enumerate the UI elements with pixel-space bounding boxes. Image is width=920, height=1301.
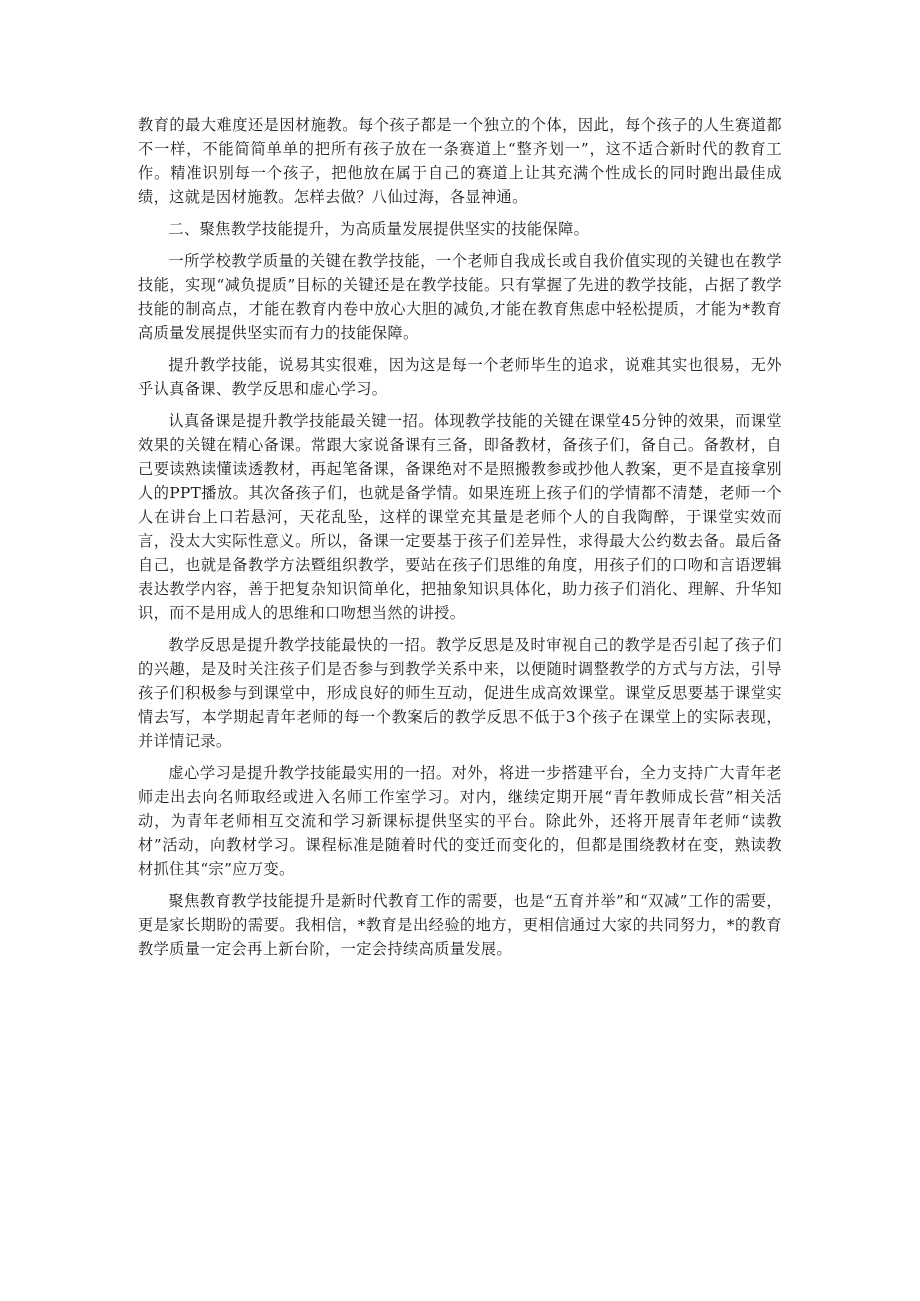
document-body bbox=[138, 113, 782, 969]
paragraph-7: 虚心学习是提升教学技能最实用的一招。对外，将进一步搭建平台，全力支持广大青年老师走出去向名师取经或进入名师工作室学习。对内，继续定期开展“青年教师成长营”相关活动，为青年老师相互交流和学习新课标提供坚实的平台。除此外，还将开展青年老师“读教材”活动，向教材学习。课程标准是随着时代的变迁而变化的，但都是围绕教材在变，熟读教材抓住其“宗”应万变。 bbox=[138, 764, 782, 878]
paragraph-1: 教育的最大难度还是因材施教。每个孩子都是一个独立的个体，因此，每个孩子的人生赛道都不一样，不能简简单单的把所有孩子放在一条赛道上“整齐划一”，这不适合新时代的教育工作。精准识别每一个孩子，把他放在属于自己的赛道上让其充满个性成长的同时跑出最佳成绩，这就是因材施教。怎样去做？八仙过海，各显神通。 bbox=[138, 116, 782, 206]
paragraph-8: 聚焦教育教学技能提升是新时代教育工作的需要，也是“五育并举”和“双减”工作的需要，更是家长期盼的需要。我相信，*教育是出经验的地方，更相信通过大家的共同努力，*的教育教学质量一定会再上新台阶，一定会持续高质量发展。 bbox=[138, 892, 782, 958]
paragraph-3: 一所学校教学质量的关键在教学技能，一个老师自我成长或自我价值实现的关键也在教学技能，实现“减负提质”目标的关键还是在教学技能。只有掌握了先进的教学技能，占据了教学技能的制高点，才能在教育内卷中放心大胆的减负,才能在教育焦虑中轻松提质，才能为*教育高质量发展提供坚实而有力的技能保障。 bbox=[138, 252, 782, 342]
paragraph-6: 教学反思是提升教学技能最快的一招。教学反思是及时审视自己的教学是否引起了孩子们的兴趣，是及时关注孩子们是否参与到教学关系中来，以便随时调整教学的方式与方法，引导孩子们积极参与到课堂中，形成良好的师生互动，促进生成高效课堂。课堂反思要基于课堂实情去写，本学期起青年老师的每一个教案后的教学反思不低于3个孩子在课堂上的实际表现，并详情记录。 bbox=[138, 636, 782, 750]
section-heading-2: 二、聚焦教学技能提升，为高质量发展提供坚实的技能保障。 bbox=[168, 220, 590, 238]
paragraph-4: 提升教学技能，说易其实很难，因为这是每一个老师毕生的追求，说难其实也很易，无外乎认真备课、教学反思和虚心学习。 bbox=[138, 356, 782, 398]
paragraph-5: 认真备课是提升教学技能最关键一招。体现教学技能的关键在课堂45分钟的效果，而课堂效果的关键在精心备课。常跟大家说备课有三备，即备教材，备孩子们，备自己。备教材，自己要读熟读懂读透教材，再起笔备课，备课绝对不是照搬教参或抄他人教案，更不是直接拿别人的PPT播放。其次备孩子们，也就是备学情。如果连班上孩子们的学情都不清楚，老师一个人在讲台上口若悬河，天花乱坠，这样的课堂充其量是老师个人的自我陶醉，于课堂实效而言，没太大实际性意义。所以，备课一定要基于孩子们差异性，求得最大公约数去备。最后备自己，也就是备教学方法暨组织教学，要站在孩子们思维的角度，用孩子们的口吻和言语逻辑表达教学内容，善于把复杂知识简单化，把抽象知识具体化，助力孩子们消化、理解、升华知识，而不是用成人的思维和口吻想当然的讲授。 bbox=[138, 412, 782, 622]
